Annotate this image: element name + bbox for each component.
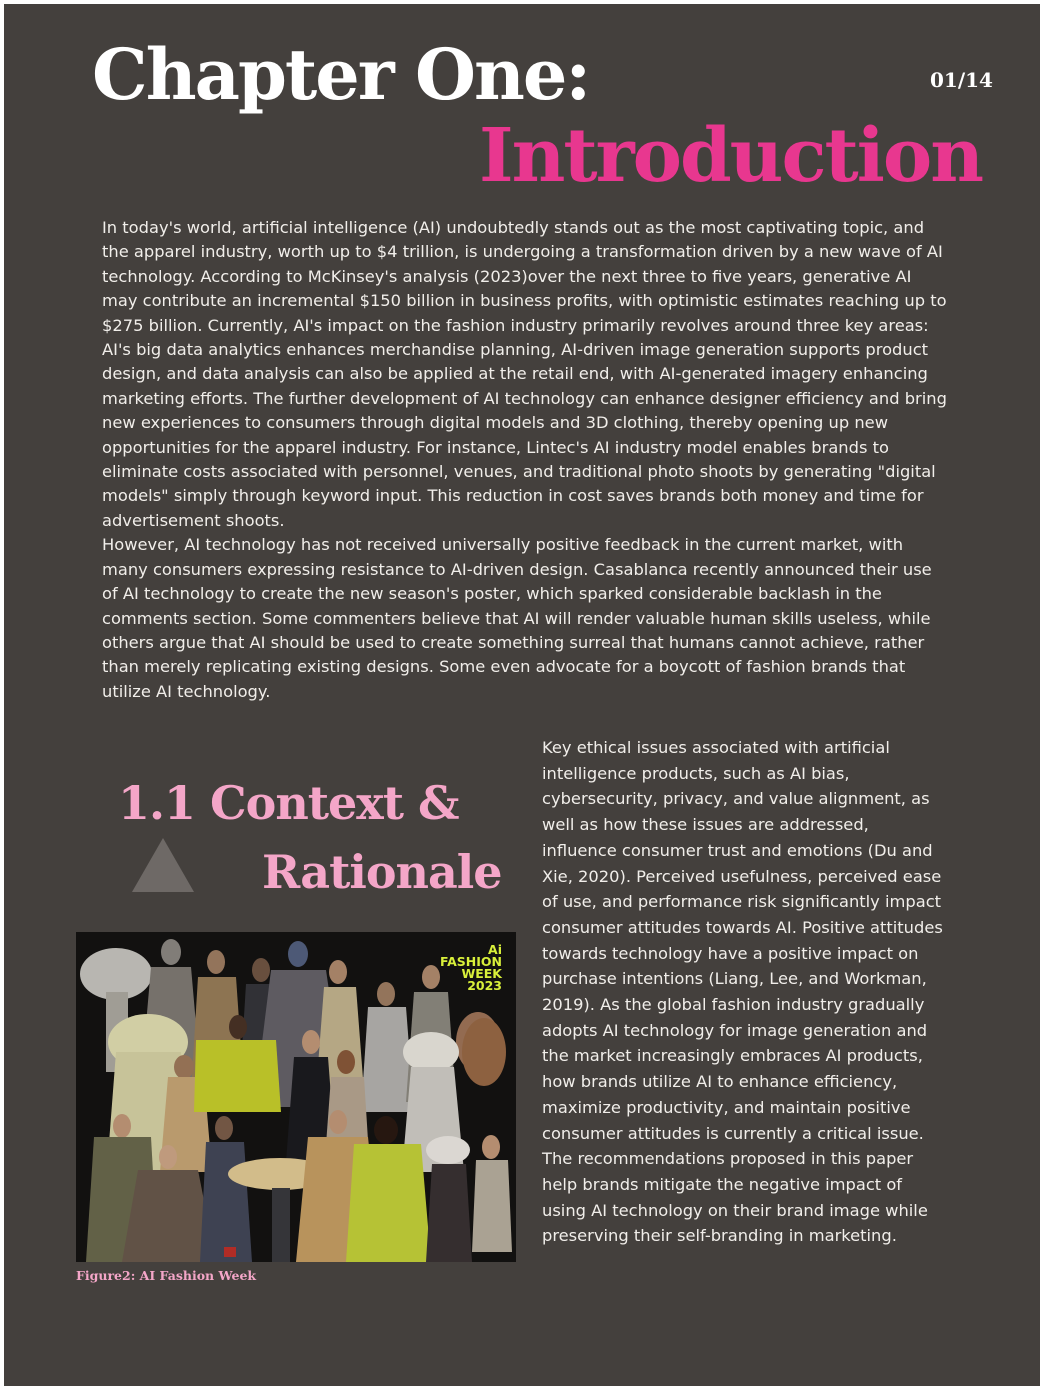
section-heading-line-2: Rationale <box>262 845 502 899</box>
intro-text <box>102 216 948 704</box>
chapter-subtitle: Introduction <box>479 113 982 199</box>
intro-paragraph-2: However, AI technology has not received universally positive feedback in the current market, with many consumers expressing resistance to AI-driven design. Casablanca recently announced their use of AI technology to create the new season's poster, which sparked considerable backlash in the comments section. Some commenters believe that AI will render valuable human skills useless, while others argue that AI should be used to create something surreal that humans cannot achieve, rather than merely replicating existing designs. Some even advocate for a boycott of fashion brands that utilize AI technology. <box>102 535 932 701</box>
intro-paragraph-1: In today's world, artificial intelligence (AI) undoubtedly stands out as the most captivating topic, and the apparel industry, worth up to $4 trillion, is undergoing a transformation driven by a new wave of AI technology. According to McKinsey's analysis (2023)over the next three to five years, generative AI may contribute an incremental $150 billion in business profits, with optimistic estimates reaching up to $275 billion. Currently, AI's impact on the fashion industry primarily revolves around three key areas: AI's big data analytics enhances merchandise planning, AI-driven image generation supports product design, and data analysis can also be applied at the retail end, with AI-generated imagery enhancing marketing efforts. The further development of AI technology can enhance designer efficiency and bring new experiences to consumers through digital models and 3D clothing, thereby opening up new opportunities for the apparel industry. For instance, Lintec's AI industry model enables brands to eliminate costs associated with personnel, venues, and traditional photo shoots by generating "digital models" simply through keyword input. This reduction in cost saves brands both money and time for advertisement shoots. <box>102 218 947 530</box>
badge-line-4: 2023 <box>467 978 502 993</box>
chapter-title: Chapter One: <box>92 33 590 116</box>
fashion-week-image <box>76 932 516 1262</box>
badge-line-2: FASHION <box>440 954 502 969</box>
triangle-decoration <box>132 838 194 892</box>
section-heading-line-1: 1.1 Context & <box>118 776 459 830</box>
right-column-text: Key ethical issues associated with artificial intelligence products, such as AI bias, cybersecurity, privacy, and value alignment, as well as how these issues are addressed, influence consumer trust and emotions (Du and Xie, 2020). Perceived usefulness, perceived ease of use, and performance risk significantly impact consumer attitudes towards AI. Positive attitudes towards technology have a positive impact on purchase intentions (Liang, Lee, and Workman, 2019). As the global fashion industry gradually adopts AI technology for image generation and the market increasingly embraces AI products, how brands utilize AI to enhance efficiency, maximize productivity, and maintain positive consumer attitudes is currently a critical issue. The recommendations proposed in this paper help brands mitigate the negative impact of using AI technology on their brand image while preserving their self-branding in marketing. <box>542 738 943 1246</box>
fashion-week-badge <box>440 944 502 992</box>
badge-line-1: Ai <box>488 942 502 957</box>
badge-line-3: WEEK <box>461 966 502 981</box>
figure-caption: Figure2: AI Fashion Week <box>76 1268 257 1283</box>
page-number: 01/14 <box>930 68 993 92</box>
page <box>4 4 1040 1386</box>
